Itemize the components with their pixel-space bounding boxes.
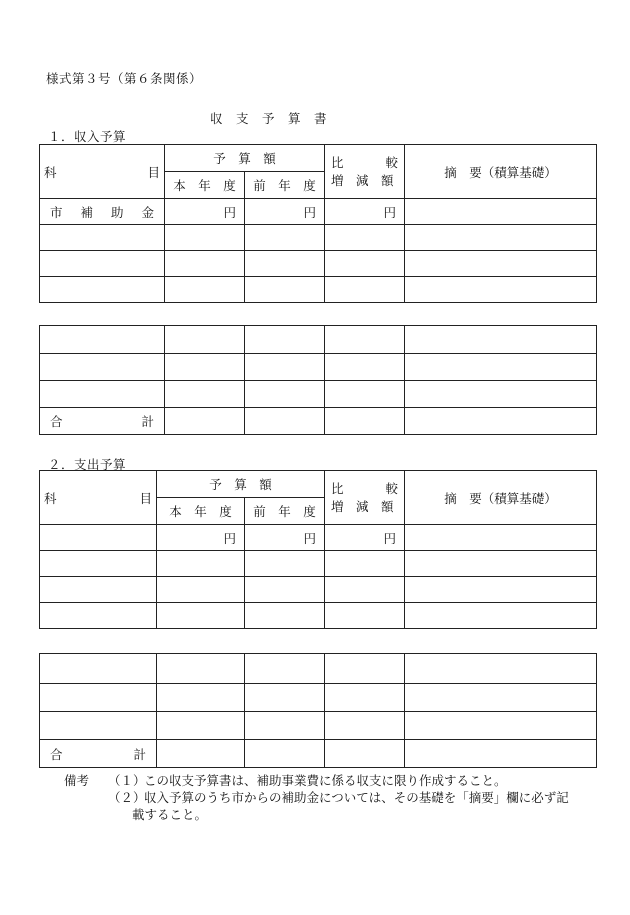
comparison-total-cell[interactable] bbox=[325, 740, 405, 768]
item-cell[interactable] bbox=[40, 654, 157, 684]
summary-cell[interactable] bbox=[405, 577, 597, 603]
comparison-cell[interactable]: 円 bbox=[325, 525, 405, 551]
comparison-header bbox=[325, 145, 405, 199]
table-row bbox=[40, 381, 597, 408]
comparison-label-left: 比 bbox=[331, 154, 344, 170]
comparison-cell[interactable] bbox=[325, 603, 405, 629]
current-year-cell[interactable] bbox=[165, 326, 245, 354]
increase-decrease-label: 増 減 額 bbox=[331, 172, 394, 188]
current-year-cell[interactable] bbox=[157, 603, 245, 629]
table-row bbox=[40, 551, 597, 577]
item-cell[interactable] bbox=[40, 551, 157, 577]
item-cell[interactable] bbox=[40, 684, 157, 712]
current-year-cell[interactable]: 円 bbox=[165, 199, 245, 225]
current-year-total-cell[interactable] bbox=[157, 740, 245, 768]
current-year-cell[interactable] bbox=[165, 277, 245, 303]
previous-year-total-cell[interactable] bbox=[245, 408, 325, 435]
summary-cell[interactable] bbox=[405, 354, 597, 381]
item-cell[interactable] bbox=[40, 603, 157, 629]
expense-budget-table bbox=[39, 470, 597, 629]
comparison-label-right: 較 bbox=[385, 154, 399, 170]
table-row bbox=[40, 654, 597, 684]
previous-year-header: 前 年 度 bbox=[245, 498, 325, 525]
current-year-cell[interactable] bbox=[157, 684, 245, 712]
comparison-cell[interactable] bbox=[325, 381, 405, 408]
item-cell[interactable] bbox=[40, 326, 165, 354]
item-header: 科 目 bbox=[40, 471, 157, 525]
summary-header: 摘 要（積算基礎） bbox=[405, 471, 597, 525]
summary-header: 摘 要（積算基礎） bbox=[405, 145, 597, 199]
previous-year-cell[interactable]: 円 bbox=[245, 525, 325, 551]
comparison-cell[interactable] bbox=[325, 225, 405, 251]
income-budget-table-continued bbox=[39, 325, 597, 435]
previous-year-total-cell[interactable] bbox=[245, 740, 325, 768]
comparison-header bbox=[325, 471, 405, 525]
item-cell[interactable] bbox=[40, 381, 165, 408]
summary-cell[interactable] bbox=[405, 199, 597, 225]
remarks-label: 備考 bbox=[64, 773, 90, 788]
total-label: 合 計 bbox=[40, 408, 165, 435]
previous-year-cell[interactable] bbox=[245, 251, 325, 277]
current-year-cell[interactable] bbox=[157, 654, 245, 684]
previous-year-header: 前 年 度 bbox=[245, 172, 325, 199]
comparison-total-cell[interactable] bbox=[325, 408, 405, 435]
summary-total-cell[interactable] bbox=[405, 740, 597, 768]
previous-year-cell[interactable] bbox=[245, 684, 325, 712]
current-year-cell[interactable] bbox=[165, 381, 245, 408]
previous-year-cell[interactable] bbox=[245, 603, 325, 629]
current-year-header: 本 年 度 bbox=[165, 172, 245, 199]
summary-cell[interactable] bbox=[405, 277, 597, 303]
summary-cell[interactable] bbox=[405, 251, 597, 277]
note-number: （１） bbox=[108, 773, 146, 788]
current-year-header: 本 年 度 bbox=[157, 498, 245, 525]
current-year-cell[interactable] bbox=[165, 354, 245, 381]
item-cell[interactable] bbox=[40, 712, 157, 740]
note-text: 収入予算のうち市からの補助金については、その基礎を「摘要」欄に必ず記 bbox=[144, 790, 569, 805]
expense-section-label: ２．支出予算 bbox=[48, 457, 127, 472]
increase-decrease-label: 増 減 額 bbox=[331, 498, 394, 514]
form-number-label: 様式第３号（第６条関係） bbox=[46, 71, 203, 86]
table-row bbox=[40, 354, 597, 381]
previous-year-cell[interactable] bbox=[245, 381, 325, 408]
previous-year-cell[interactable] bbox=[245, 654, 325, 684]
summary-cell[interactable] bbox=[405, 525, 597, 551]
total-row bbox=[40, 408, 597, 435]
comparison-cell[interactable] bbox=[325, 326, 405, 354]
previous-year-cell[interactable] bbox=[245, 577, 325, 603]
comparison-cell[interactable]: 円 bbox=[325, 199, 405, 225]
previous-year-cell[interactable] bbox=[245, 326, 325, 354]
remarks-block bbox=[64, 772, 569, 823]
previous-year-cell[interactable] bbox=[245, 225, 325, 251]
summary-cell[interactable] bbox=[405, 326, 597, 354]
summary-total-cell[interactable] bbox=[405, 408, 597, 435]
current-year-cell[interactable] bbox=[165, 225, 245, 251]
city-subsidy-label: 市 補 助 金 bbox=[40, 199, 165, 225]
expense-budget-table-continued bbox=[39, 653, 597, 768]
previous-year-cell[interactable] bbox=[245, 354, 325, 381]
note-number: （２） bbox=[108, 790, 146, 805]
table-row bbox=[40, 603, 597, 629]
table-row bbox=[40, 712, 597, 740]
total-label: 合 計 bbox=[40, 740, 157, 768]
note-text: この収支予算書は、補助事業費に係る収支に限り作成すること。 bbox=[144, 773, 507, 788]
document-title: 収 支 予 算 書 bbox=[210, 111, 328, 126]
comparison-cell[interactable] bbox=[325, 577, 405, 603]
item-header: 科 目 bbox=[40, 145, 165, 199]
current-year-cell[interactable] bbox=[157, 551, 245, 577]
table-row bbox=[40, 684, 597, 712]
current-year-total-cell[interactable] bbox=[165, 408, 245, 435]
previous-year-cell[interactable] bbox=[245, 551, 325, 577]
previous-year-cell[interactable] bbox=[245, 277, 325, 303]
table-row bbox=[40, 326, 597, 354]
summary-cell[interactable] bbox=[405, 712, 597, 740]
budget-amount-header: 予 算 額 bbox=[165, 145, 325, 172]
income-section-label: １．収入予算 bbox=[48, 129, 127, 144]
item-cell[interactable] bbox=[40, 251, 165, 277]
note-text-continuation: 載すること。 bbox=[132, 807, 208, 822]
table-row bbox=[40, 225, 597, 251]
table-row bbox=[40, 251, 597, 277]
budget-amount-header: 予 算 額 bbox=[157, 471, 325, 498]
summary-cell[interactable] bbox=[405, 551, 597, 577]
income-budget-table bbox=[39, 144, 597, 303]
comparison-cell[interactable] bbox=[325, 277, 405, 303]
previous-year-cell[interactable]: 円 bbox=[245, 199, 325, 225]
comparison-cell[interactable] bbox=[325, 551, 405, 577]
comparison-cell[interactable] bbox=[325, 251, 405, 277]
comparison-label-right: 較 bbox=[385, 480, 399, 496]
total-row bbox=[40, 740, 597, 768]
summary-cell[interactable] bbox=[405, 603, 597, 629]
summary-cell[interactable] bbox=[405, 654, 597, 684]
table-row bbox=[40, 577, 597, 603]
summary-cell[interactable] bbox=[405, 225, 597, 251]
item-cell[interactable] bbox=[40, 225, 165, 251]
current-year-cell[interactable]: 円 bbox=[157, 525, 245, 551]
item-cell[interactable] bbox=[40, 577, 157, 603]
table-row bbox=[40, 199, 597, 225]
table-row bbox=[40, 525, 597, 551]
item-cell[interactable] bbox=[40, 277, 165, 303]
current-year-cell[interactable] bbox=[157, 577, 245, 603]
summary-cell[interactable] bbox=[405, 684, 597, 712]
item-cell[interactable] bbox=[40, 525, 157, 551]
previous-year-cell[interactable] bbox=[245, 712, 325, 740]
comparison-label-left: 比 bbox=[331, 480, 344, 496]
comparison-cell[interactable] bbox=[325, 654, 405, 684]
item-cell[interactable] bbox=[40, 354, 165, 381]
summary-cell[interactable] bbox=[405, 381, 597, 408]
table-row bbox=[40, 277, 597, 303]
comparison-cell[interactable] bbox=[325, 354, 405, 381]
comparison-cell[interactable] bbox=[325, 712, 405, 740]
current-year-cell[interactable] bbox=[165, 251, 245, 277]
current-year-cell[interactable] bbox=[157, 712, 245, 740]
comparison-cell[interactable] bbox=[325, 684, 405, 712]
